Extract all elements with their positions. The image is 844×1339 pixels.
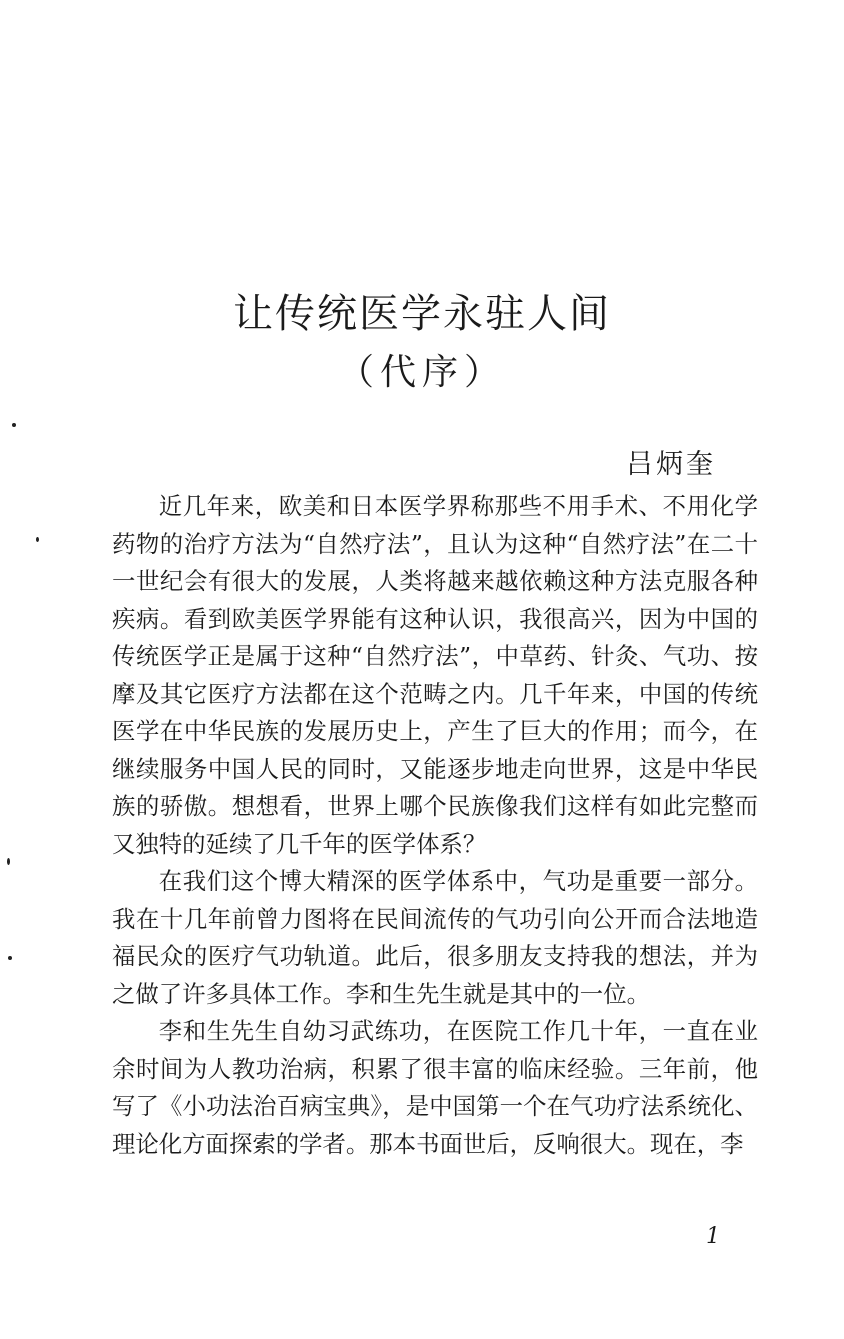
scan-speck — [12, 423, 16, 427]
paragraph: 近几年来，欧美和日本医学界称那些不用手术、不用化学药物的治疗方法为“自然疗法”，且认为这种“自然疗法”在二十一世纪会有很大的发展，人类将越来越依赖这种方法克服各种疾病。看到欧美医学界能有这种认识，我很高兴，因为中国的传统医学正是属于这种“自然疗法”，中草药、针灸、气功、按摩及其它医疗方法都在这个范畴之内。几千年来，中国的传统医学在中华民族的发展历史上，产生了巨大的作用；而今，在继续服务中国人民的同时，又能逐步地走向世界，这是中华民族的骄傲。想想看，世界上哪个民族像我们这样有如此完整而又独特的延续了几千年的医学体系？ — [112, 492, 758, 858]
author-name: 吕炳奎 — [626, 449, 716, 480]
paragraph: 李和生先生自幼习武练功，在医院工作几十年，一直在业余时间为人教功治病，积累了很丰富的临床经验。三年前，他写了《小功法治百病宝典》，是中国第一个在气功疗法系统化、理论化方面探索的学者。那本书面世后，反响很大。现在，李 — [112, 1017, 758, 1158]
page-number: 1 — [706, 1224, 720, 1249]
page-subtitle: （代序） — [337, 352, 506, 393]
body-text — [112, 488, 758, 1163]
paragraph: 在我们这个博大精深的医学体系中，气功是重要一部分。我在十几年前曾力图将在民间流传的气功引向公开而合法地造福民众的医疗气功轨道。此后，很多朋友支持我的想法，并为之做了许多具体工作。李和生先生就是其中的一位。 — [112, 867, 758, 1008]
scan-speck — [36, 537, 39, 542]
scan-speck — [8, 956, 12, 960]
scan-speck — [7, 858, 10, 865]
page-title: 让传统医学永驻人间 — [233, 291, 611, 337]
